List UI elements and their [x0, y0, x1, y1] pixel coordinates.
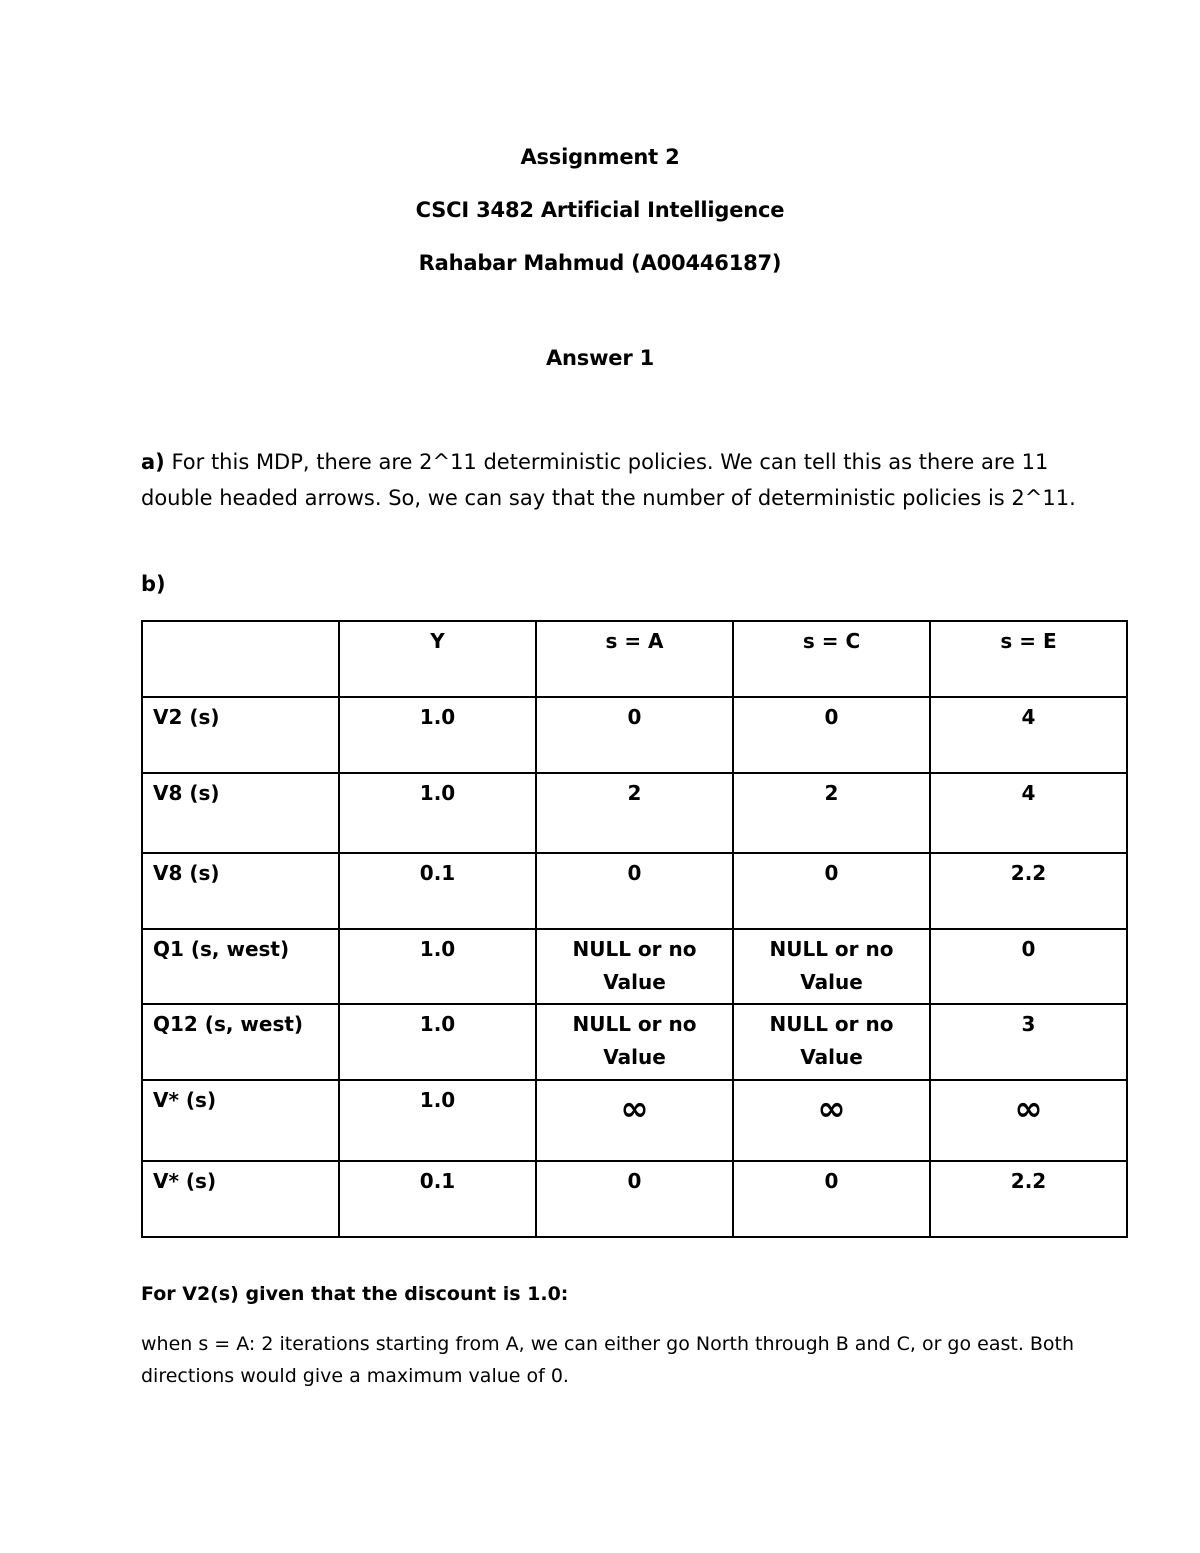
header-cell-state-e: s = E [930, 621, 1127, 697]
cell-gamma: 1.0 [339, 773, 536, 853]
cell-state-e: 2.2 [930, 1161, 1127, 1237]
cell-state-a: NULL or no Value [536, 1004, 733, 1080]
table-header-row [142, 621, 1127, 697]
cell-gamma: 1.0 [339, 697, 536, 773]
cell-state-a: 0 [536, 853, 733, 929]
table-row [142, 1080, 1127, 1161]
author-name: Rahabar Mahmud (A00446187) [418, 251, 782, 275]
part-a-paragraph [141, 444, 1081, 516]
row-label: V8 (s) [142, 773, 339, 853]
cell-state-c: NULL or no Value [733, 929, 930, 1004]
infinity-symbol: ∞ [733, 1080, 930, 1161]
header-cell-state-c: s = C [733, 621, 930, 697]
cell-state-a: 2 [536, 773, 733, 853]
table-row [142, 853, 1127, 929]
header-cell-gamma: Y [339, 621, 536, 697]
cell-state-c: 0 [733, 853, 930, 929]
row-label: Q12 (s, west) [142, 1004, 339, 1080]
cell-gamma: 0.1 [339, 853, 536, 929]
cell-state-c: 0 [733, 1161, 930, 1237]
infinity-symbol: ∞ [930, 1080, 1127, 1161]
row-label: V8 (s) [142, 853, 339, 929]
table-row [142, 697, 1127, 773]
row-label: Q1 (s, west) [142, 929, 339, 1004]
header-cell-empty [142, 621, 339, 697]
cell-gamma: 0.1 [339, 1161, 536, 1237]
cell-state-a: 0 [536, 1161, 733, 1237]
cell-gamma: 1.0 [339, 929, 536, 1004]
document-title: Assignment 2 [520, 145, 680, 169]
cell-state-c: 0 [733, 697, 930, 773]
course-name: CSCI 3482 Artificial Intelligence [415, 198, 785, 222]
cell-state-e: 0 [930, 929, 1127, 1004]
part-a-label: a) [141, 450, 165, 474]
row-label: V* (s) [142, 1161, 339, 1237]
part-b-label: b) [141, 572, 166, 596]
cell-state-a: NULL or no Value [536, 929, 733, 1004]
results-table [141, 620, 1128, 1238]
cell-state-e: 3 [930, 1004, 1127, 1080]
cell-state-e: 4 [930, 773, 1127, 853]
cell-state-e: 4 [930, 697, 1127, 773]
part-a-text: For this MDP, there are 2^11 deterministic policies. We can tell this as there are 11 double headed arrows. So, we can say that the number of deterministic policies is 2^11. [141, 450, 1076, 510]
cell-state-a: 0 [536, 697, 733, 773]
cell-state-e: 2.2 [930, 853, 1127, 929]
section-heading: Answer 1 [545, 346, 655, 370]
table-row [142, 773, 1127, 853]
table-row [142, 1004, 1127, 1080]
cell-state-c: NULL or no Value [733, 1004, 930, 1080]
notes-heading: For V2(s) given that the discount is 1.0: [141, 1283, 569, 1305]
table-row [142, 1161, 1127, 1237]
cell-gamma: 1.0 [339, 1080, 536, 1161]
table-row [142, 929, 1127, 1004]
cell-gamma: 1.0 [339, 1004, 536, 1080]
notes-body: when s = A: 2 iterations starting from A, we can either go North through B and C, or go east. Both directions would give a maximum value of 0. [141, 1333, 1075, 1387]
row-label: V2 (s) [142, 697, 339, 773]
row-label: V* (s) [142, 1080, 339, 1161]
infinity-symbol: ∞ [536, 1080, 733, 1161]
cell-state-c: 2 [733, 773, 930, 853]
header-cell-state-a: s = A [536, 621, 733, 697]
